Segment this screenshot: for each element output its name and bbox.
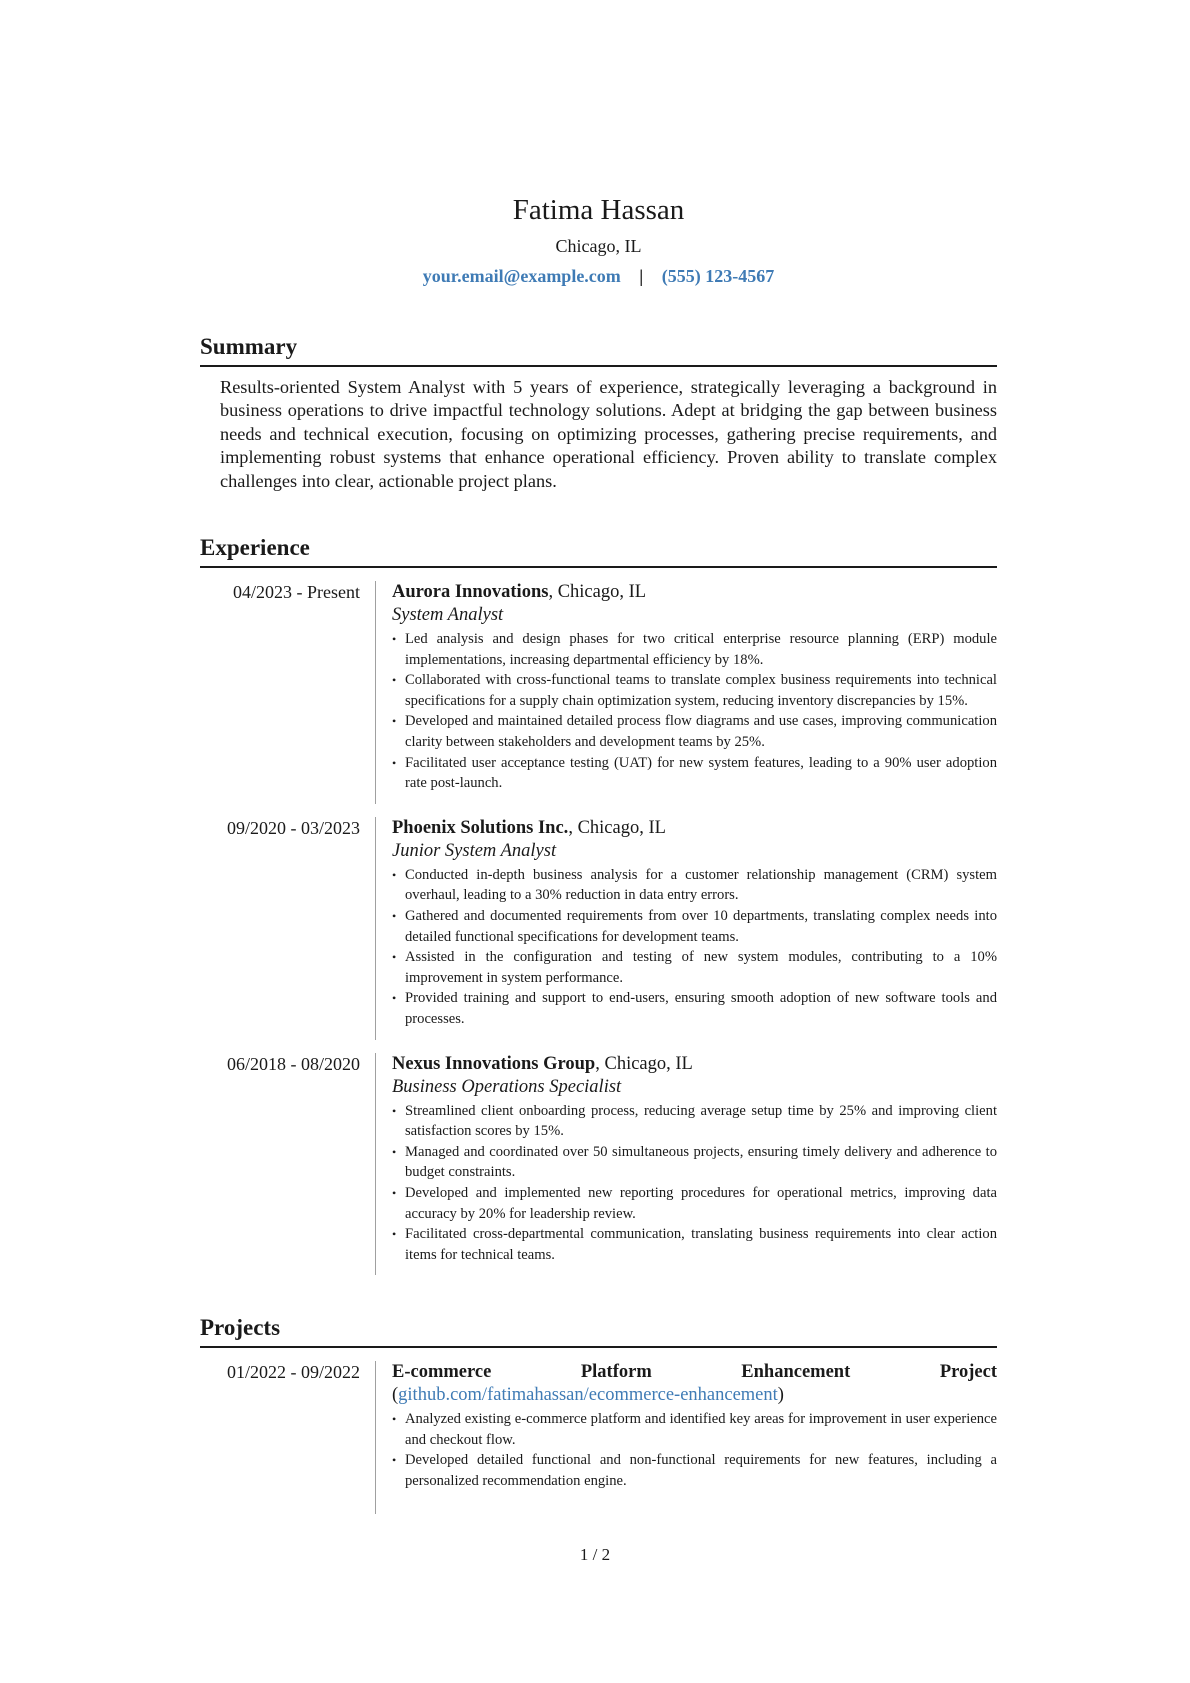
bullet-item: • Managed and coordinated over 50 simultaneous projects, ensuring timely delivery and adherence to budget constraints. (392, 1142, 997, 1183)
contact-line (200, 264, 997, 288)
company-name: Nexus Innovations Group (392, 1053, 596, 1074)
company-name: Aurora Innovations (392, 582, 549, 603)
bullet-item: • Facilitated cross-departmental communication, translating business requirements into clear action items for technical teams. (392, 1224, 997, 1265)
project-link[interactable]: github.com/fatimahassan/ecommerce-enhancement (398, 1385, 778, 1406)
projects-section (200, 1313, 997, 1513)
resume-page (200, 190, 997, 1514)
job-role: Junior System Analyst (392, 840, 557, 861)
bullet-item: • Analyzed existing e-commerce platform and identified key areas for improvement in user experience and checkout flow. (392, 1409, 997, 1450)
candidate-location: Chicago, IL (555, 236, 642, 256)
bullet-item: • Led analysis and design phases for two critical enterprise resource planning (ERP) module implementations, increasing departmental efficiency by 18%. (392, 629, 997, 670)
experience-section (200, 533, 997, 1275)
company-name: Phoenix Solutions Inc. (392, 817, 569, 838)
bullet-item: • Streamlined client onboarding process, reducing average setup time by 25% and improving client satisfaction scores by 15%. (392, 1101, 997, 1142)
entry-date: 09/2020 - 03/2023 (227, 817, 360, 838)
project-title (392, 1361, 997, 1407)
summary-text: Results-oriented System Analyst with 5 years of experience, strategically leveraging a background in business operations to drive impactful technology solutions. Adept at bridging the gap between business needs and technical execution, focusing on optimizing processes, gathering precise requirements, and implementing robust systems that enhance operational efficiency. Proven ability to translate complex challenges into clear, actionable project plans. (220, 377, 997, 491)
summary-section (200, 332, 997, 493)
project-name: E-commerce Platform Enhancement Project (392, 1362, 997, 1383)
bullet-item: • Provided training and support to end-users, ensuring smooth adoption of new software tools and processes. (392, 988, 997, 1029)
bullet-item: • Gathered and documented requirements from over 10 departments, translating complex needs into detailed functional specifications for development teams. (392, 906, 997, 947)
projects-heading: Projects (200, 1313, 997, 1348)
email-link[interactable]: your.email@example.com (422, 266, 621, 286)
entry-title (392, 817, 997, 840)
entry-title (392, 581, 997, 604)
entry-date: 04/2023 - Present (233, 582, 360, 603)
experience-entry (200, 1053, 997, 1276)
link-close-paren: ) (777, 1385, 784, 1406)
bullet-list (392, 629, 997, 794)
bullet-item: • Collaborated with cross-functional teams to translate complex business requirements into technical specifications for a supply chain optimization system, reducing inventory discrepancies by 15%. (392, 670, 997, 711)
link-open-paren: ( (392, 1385, 399, 1406)
experience-entry (200, 817, 997, 1040)
page-number: 1 / 2 (579, 1545, 611, 1564)
project-entry (200, 1361, 997, 1513)
entry-date: 01/2022 - 09/2022 (227, 1362, 360, 1383)
summary-heading: Summary (200, 332, 997, 367)
bullet-list (392, 865, 997, 1030)
entry-date: 06/2018 - 08/2020 (227, 1053, 360, 1074)
bullet-list (392, 1409, 997, 1491)
bullet-item: • Assisted in the configuration and testing of new system modules, contributing to a 10% improvement in system performance. (392, 947, 997, 988)
company-location: , Chicago, IL (568, 817, 666, 838)
entry-body (375, 817, 997, 1040)
entry-body (375, 1053, 997, 1276)
phone-link[interactable]: (555) 123-4567 (661, 266, 775, 286)
resume-header (200, 190, 997, 288)
job-role: System Analyst (392, 605, 504, 626)
entry-body (375, 1361, 997, 1513)
bullet-item: • Developed detailed functional and non-functional requirements for new features, including a personalized recommendation engine. (392, 1450, 997, 1491)
bullet-item: • Developed and implemented new reporting procedures for operational metrics, improving data accuracy by 20% for leadership review. (392, 1183, 997, 1224)
bullet-item: • Conducted in-depth business analysis for a customer relationship management (CRM) system overhaul, leading to a 30% reduction in data entry errors. (392, 865, 997, 906)
experience-entry (200, 581, 997, 804)
candidate-name: Fatima Hassan (512, 194, 685, 226)
bullet-item: • Facilitated user acceptance testing (UAT) for new system features, leading to a 90% user adoption rate post-launch. (392, 753, 997, 794)
job-role: Business Operations Specialist (392, 1076, 622, 1097)
experience-heading: Experience (200, 533, 997, 568)
entry-title (392, 1053, 997, 1076)
entry-body (375, 581, 997, 804)
contact-separator: | (639, 266, 644, 286)
company-location: , Chicago, IL (548, 582, 647, 603)
bullet-item: • Developed and maintained detailed process flow diagrams and use cases, improving communication clarity between stakeholders and development teams by 25%. (392, 711, 997, 752)
company-location: , Chicago, IL (595, 1053, 693, 1074)
bullet-list (392, 1101, 997, 1266)
